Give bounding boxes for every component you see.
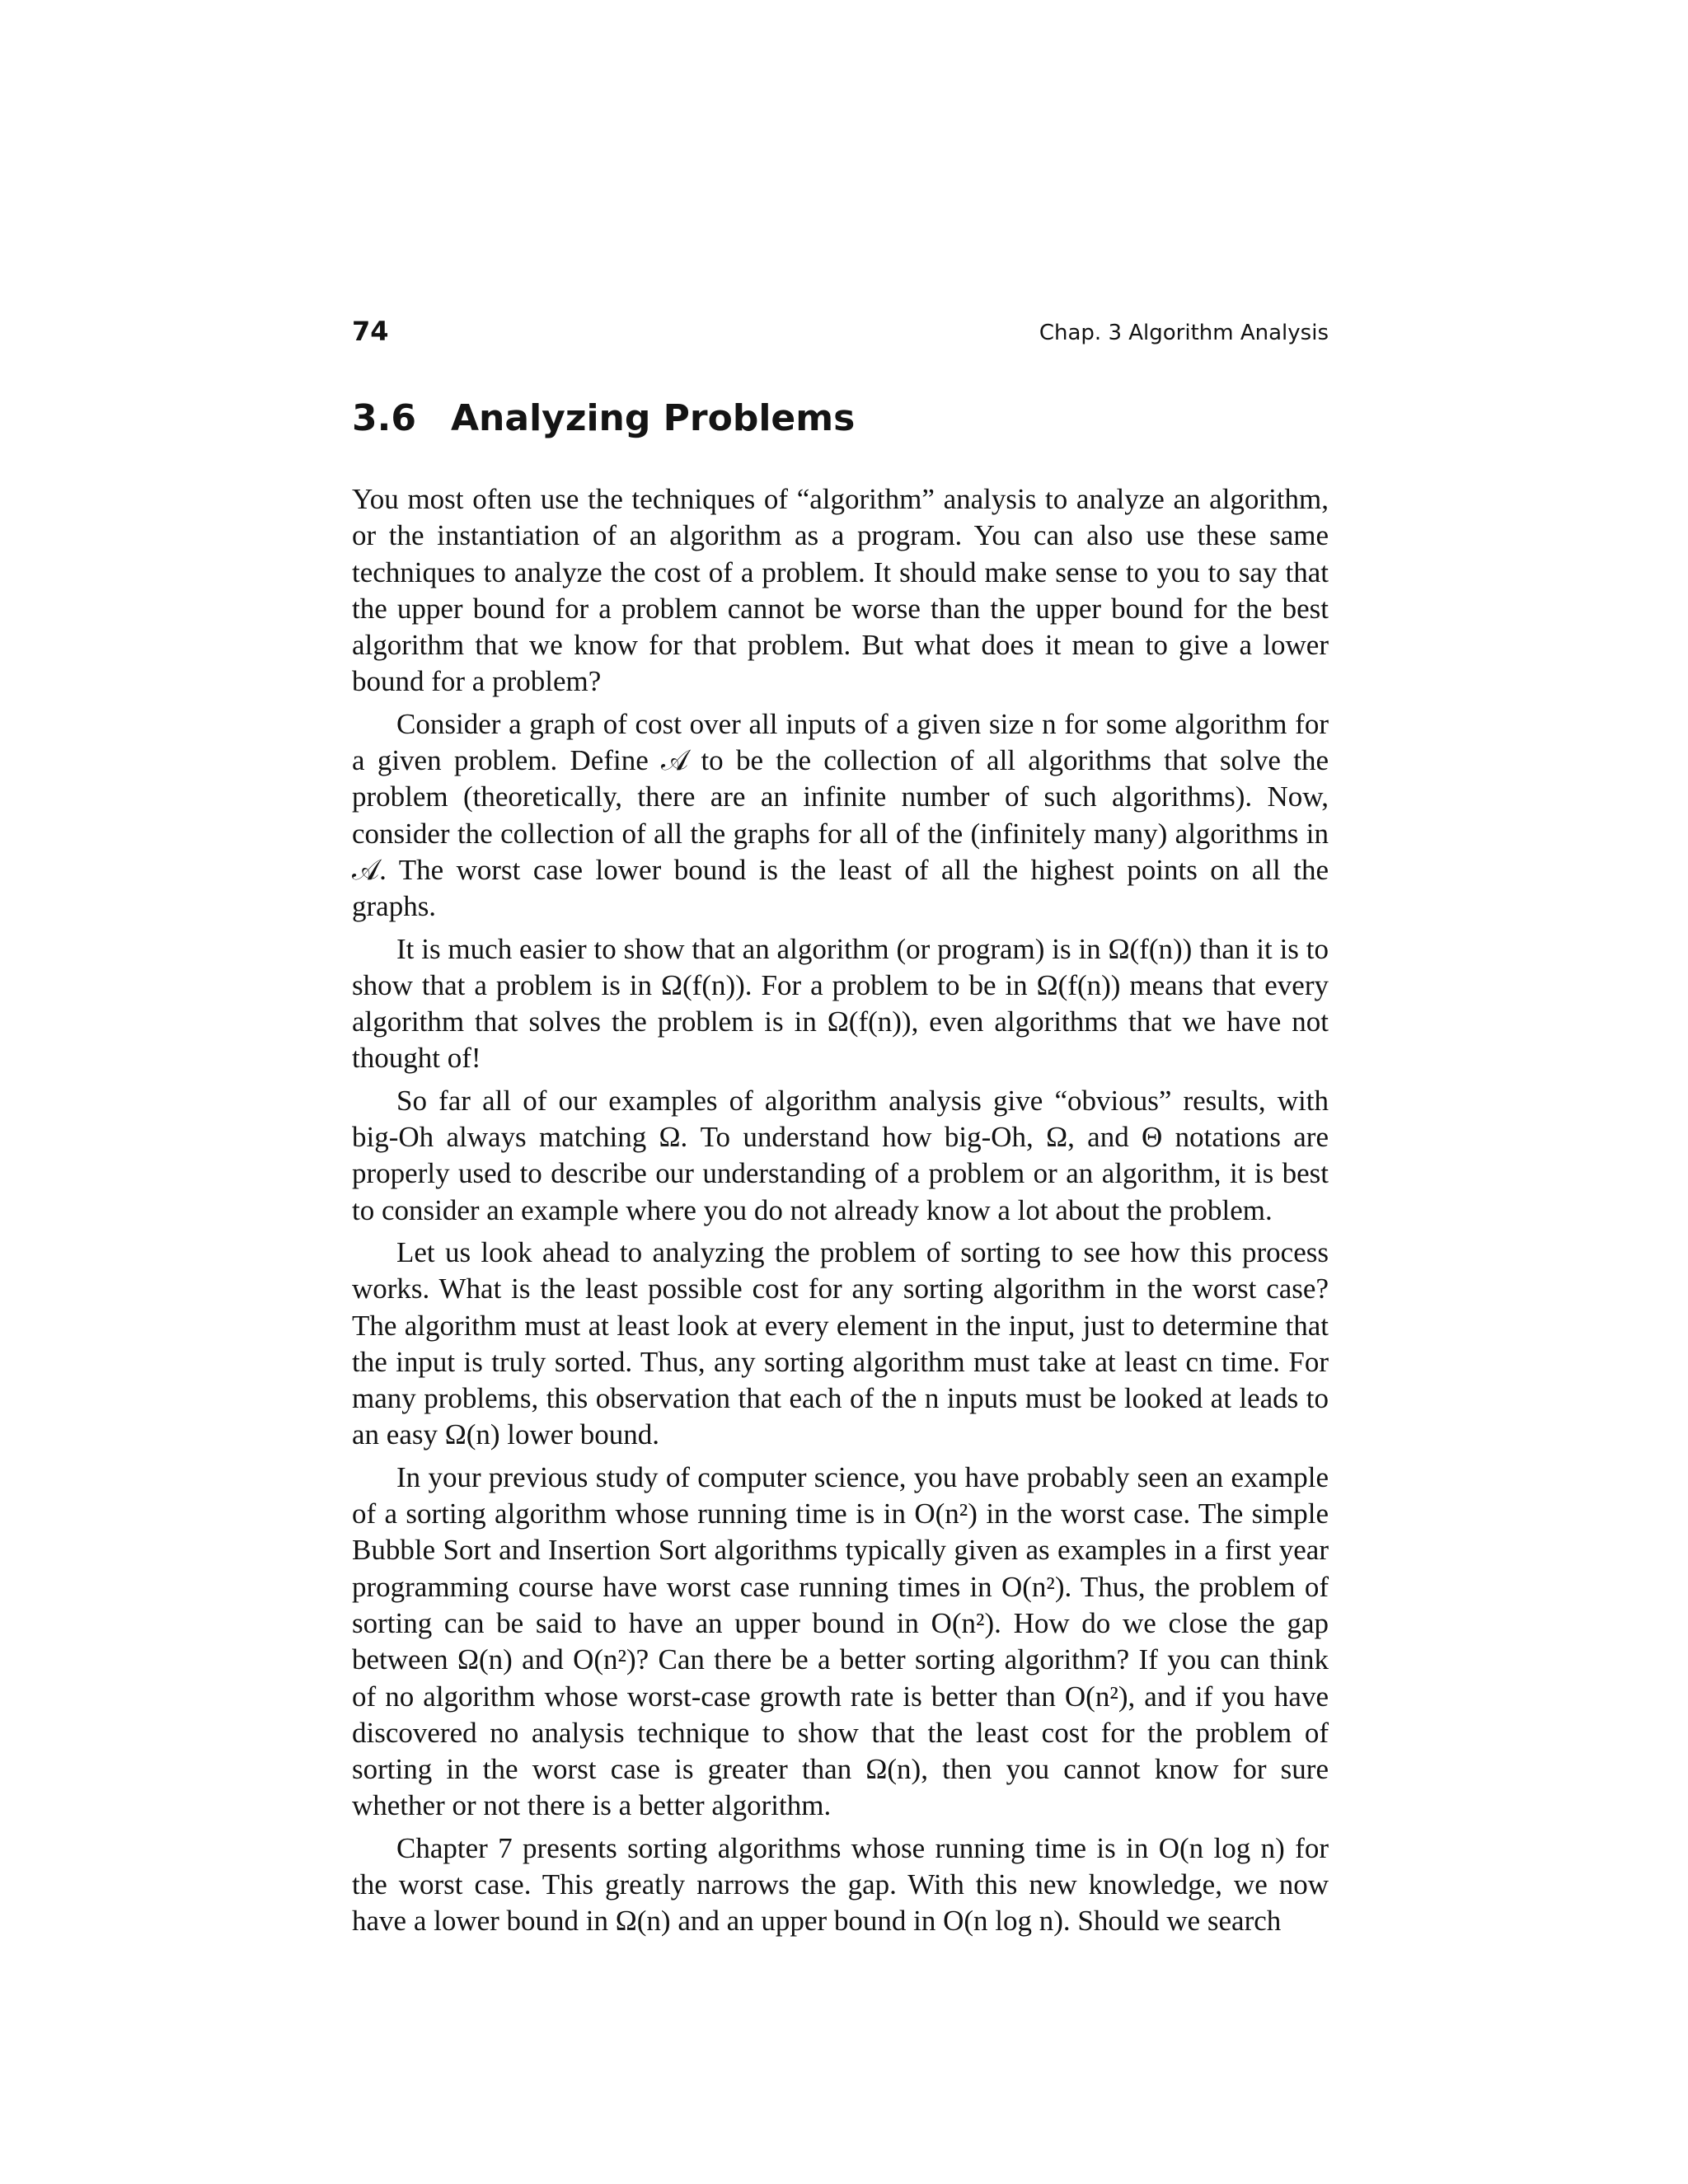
section-heading <box>352 394 1329 443</box>
paragraph-3: It is much easier to show that an algorithm (or program) is in Ω(f(n)) than it is to show that a problem is in Ω(f(n)). For a problem to be in Ω(f(n)) means that every algorithm that solves the problem is in Ω(f(n)), even algorithms that we have not thought of! <box>352 932 1329 1075</box>
running-head <box>352 313 1329 354</box>
page-number: 74 <box>352 316 389 347</box>
section-number: 3.6 <box>352 397 416 439</box>
body-text <box>352 481 1329 1940</box>
paragraph-5: Let us look ahead to analyzing the problem of sorting to see how this process works. What is the least possible cost for any sorting algorithm in the worst case? The algorithm must at least look at every element in the input, just to determine that the input is truly sorted. Thus, any sorting algorithm must take at least cn time. For many problems, this observation that each of the n inputs must be looked at leads to an easy Ω(n) lower bound. <box>352 1235 1329 1451</box>
paragraph-7: Chapter 7 presents sorting algorithms whose running time is in O(n log n) for the worst case. This greatly narrows the gap. With this new knowledge, we now have a lower bound in Ω(n) and an upper bound in O(n log n). Should we search <box>352 1831 1329 1938</box>
paragraph-1: You most often use the techniques of “algorithm” analysis to analyze an algorithm, or the instantiation of an algorithm as a program. You can also use these same techniques to analyze the cost of a problem. It should make sense to you to say that the upper bound for a problem cannot be worse than the upper bound for the best algorithm that we know for that problem. But what does it mean to give a lower bound for a problem? <box>352 483 1329 698</box>
paragraph-2: Consider a graph of cost over all inputs of a given size n for some algorithm for a given problem. Define 𝒜 to be the collection of all algorithms that solve the problem (theoretically, there are an infinite number of such algorithms). Now, consider the collection of all the graphs for all of the (infinitely many) algorithms in 𝒜. The worst case lower bound is the least of all the highest points on all the graphs. <box>352 707 1329 923</box>
chapter-title: Chap. 3 Algorithm Analysis <box>1039 321 1329 345</box>
section-title: Analyzing Problems <box>451 397 856 439</box>
paragraph-6: In your previous study of computer science, you have probably seen an example of a sorting algorithm whose running time is in O(n²) in the worst case. The simple Bubble Sort and Insertion Sort algorithms typically given as examples in a first year programming course have worst case running times in O(n²). Thus, the problem of sorting can be said to have an upper bound in O(n²). How do we close the gap between Ω(n) and O(n²)? Can there be a better sorting algorithm? If you can think of no algorithm whose worst-case growth rate is better than O(n²), and if you have discovered no analysis technique to show that the least cost for the problem of sorting in the worst case is greater than Ω(n), then you cannot know for sure whether or not there is a better algorithm. <box>352 1460 1329 1822</box>
page-content <box>352 313 1329 1946</box>
paragraph-4: So far all of our examples of algorithm analysis give “obvious” results, with big-Oh always matching Ω. To understand how big-Oh, Ω, and Θ notations are properly used to describe our understanding of a problem or an algorithm, it is best to consider an example where you do not already know a lot about the problem. <box>352 1084 1329 1226</box>
